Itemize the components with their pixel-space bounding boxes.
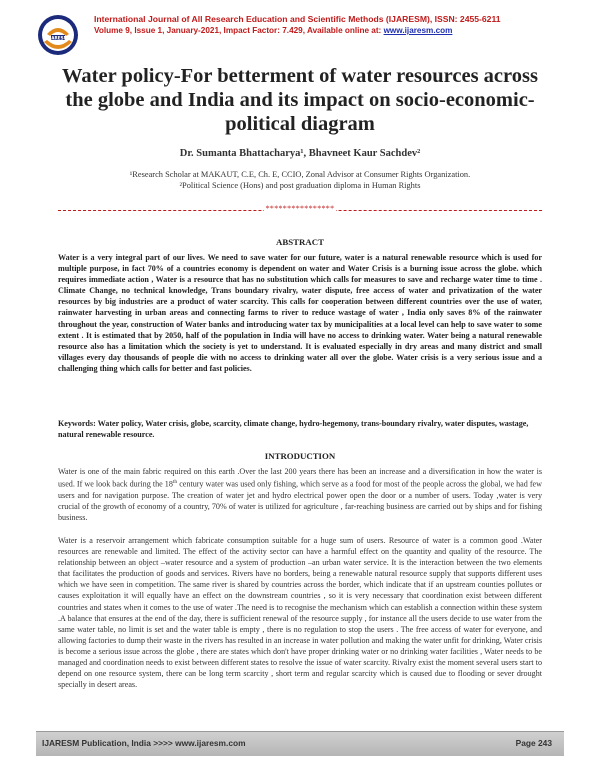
separator-stars: ****************: [265, 205, 335, 213]
section-separator: [58, 205, 542, 215]
authors: Dr. Sumanta Bhattacharya¹, Bhavneet Kaur Sachdev²: [179, 148, 421, 159]
affiliations: [40, 169, 560, 191]
volume-info: [94, 25, 574, 36]
intro-paragraph-2: Water is a reservoir arrangement which fabricate consumption suitable for a huge sum of users. Resource of water is a common good .Water resources are renewable and limited. The effect of the activity sector can have a harmful effect on the quantity and quality of the resource. The relationship between an object –water resource and a system of production –an urban water service. It is the interaction between the two elements that facilitates the production of goods and services. Rivers have no borders, being a renewable natural resource supply that supports different uses which we have seen in competition. The same river is shared by countries across the border, which indicate that if an upstream counties pollutes or causes exploitation it will equally have an effect on the downstream countries , so it is very necessary that coordination exist between different countries and states when it comes to the use of water .The need is to recognise the mechanism which can establish a connection within these system .A balance that ensures at the end of the day, there is sufficient renewal of the resource supply , for instance all the users decide to use water from the same water table, no limit is set and the water table is empty , there is no regulation to stop the users . The free access of water for everyone, and allowing factories to dump their waste in the rivers has resulted in an increase in water pollution and making the water unfit for drinking, Water crisis is become a serious issue across the globe , there are states which don't have proper drinking water or no drinking water facilities , Water needs to be managed and coordination needs to exist between different states to resolve the issue of water scarcity. Rivalry exist the moment several users start to depend on one resource system, there can be long term scarcity , short term and regular scarcity which is caused due to flooding or sever drought specially in desert areas.: [58, 536, 542, 690]
intro-paragraph-1: Water is one of the main fabric required on this earth .Over the last 200 years there has been an increase and a diversification in how the water is used. If we look back during the 18th century water was used only fishing, which serve as a food for most of the people across the global, we had few users and for navigation purpose. The creation of water jet and hydro electrical power open the door or a number of users. Today ,water is very crucial of the growth of economy of a country, 70% of water is utilized for agriculture , far-reaching business are carried out by ships and for fishing business.: [58, 467, 542, 523]
page-number: Page 243: [515, 738, 552, 748]
page-footer: [36, 731, 564, 756]
introduction-heading: INTRODUCTION: [264, 451, 336, 461]
abstract-text: Water is a very integral part of our lives. We need to save water for our future, water is a natural renewable resource which is used for multiple purpose, in fact 70% of a countries economy is dependent on water and Water Crisis is a burning issue across the globe. which requires immediate action , Water is a resource that has no substitution which calls for measures to save and recharge water time to time . Climate Change, no technical knowledge, Trans boundary rivalry, water dispute, free access of water and privatization of the water resources by big industries are a product of water scarcity. This calls for cooperation between different countries over the use of water, rainwater harvesting in urban areas and connecting farms to river to reduce wastage of water , India only saves 8% of the rainwater throughout the year, construction of Water banks and introducing water tax by municipalities at a local level can help to save water to some extent . It is estimated that by 2050, half of the population in India will have no access to drinking water. Water being a natural renewable resource also has a limitation which the society is yet to understand. It is evaluated especially in dry areas and many district and small villages every day thousands of people die with no access to drinking water all over the globe. Water crisis is a very serious issue and a challenging thing which calls for better and fast policies.: [58, 253, 542, 373]
footer-publisher: IJARESM Publication, India >>>> www.ijaresm.com: [42, 738, 246, 748]
website-link[interactable]: www.ijaresm.com: [383, 26, 453, 35]
keywords: Keywords: Water policy, Water crisis, globe, scarcity, climate change, hydro-hegemony, trans-boundary rivalry, water disputes, wastage, natural renewable resource.: [58, 419, 529, 440]
journal-logo-icon: [36, 12, 80, 58]
paper-title: Water policy-For betterment of water resources across the globe and India and its impact on socio-economic-political diagram: [62, 65, 538, 135]
affiliation-2: ²Political Science (Hons) and post graduation diploma in Human Rights: [179, 181, 421, 190]
journal-name: International Journal of All Research Education and Scientific Methods (IJARESM), ISSN: 2455-6211: [94, 14, 501, 24]
abstract-heading: ABSTRACT: [276, 237, 324, 247]
affiliation-1: ¹Research Scholar at MAKAUT, C.E, Ch. E, CCIO, Zonal Advisor at Consumer Rights Organization.: [129, 170, 471, 179]
volume-text: Volume 9, Issue 1, January-2021, Impact Factor: 7.429, Available online at:: [94, 26, 384, 35]
logo-text: IJARESM: [48, 35, 68, 41]
journal-header: [36, 12, 568, 58]
